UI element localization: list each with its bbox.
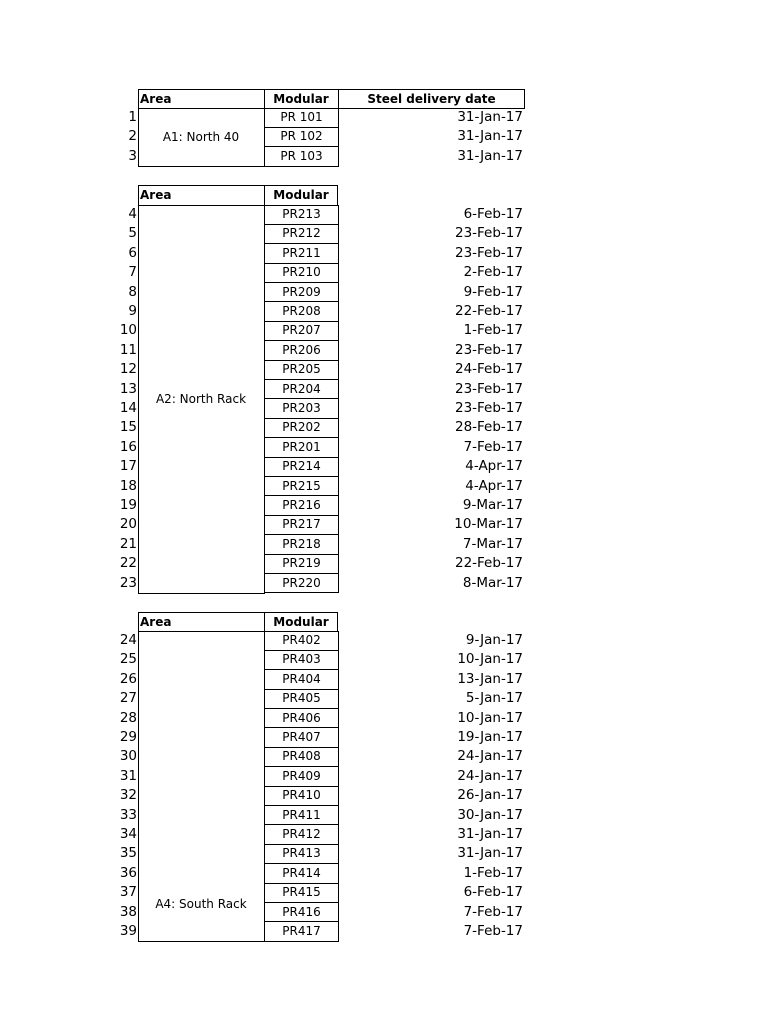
steel-delivery-date-cell: 7-Feb-17 xyxy=(463,903,523,920)
modular-cell: PR402 xyxy=(264,631,339,651)
row-number: 34 xyxy=(119,826,137,842)
row-number: 12 xyxy=(119,361,137,378)
row-number: 26 xyxy=(119,670,137,687)
modular-cell: PR409 xyxy=(264,767,339,787)
steel-delivery-date-cell: 6-Feb-17 xyxy=(463,206,523,222)
row-number: 11 xyxy=(119,341,137,358)
steel-delivery-date-cell: 23-Feb-17 xyxy=(454,244,523,261)
row-number: 16 xyxy=(119,438,137,455)
row-number: 2 xyxy=(128,128,137,145)
row-number: 38 xyxy=(119,903,137,920)
row-number: 5 xyxy=(128,225,137,242)
steel-delivery-date-cell: 23-Feb-17 xyxy=(454,341,523,358)
steel-delivery-date-cell: 7-Feb-17 xyxy=(463,923,523,939)
row-number: 37 xyxy=(119,884,137,901)
modular-cell: PR413 xyxy=(264,844,339,864)
steel-delivery-date-cell: 19-Jan-17 xyxy=(457,729,523,745)
steel-delivery-date-cell: 7-Mar-17 xyxy=(462,535,523,552)
modular-cell: PR414 xyxy=(264,864,339,884)
steel-delivery-date-cell: 9-Feb-17 xyxy=(463,283,523,300)
steel-delivery-date-cell: 24-Jan-17 xyxy=(457,748,523,765)
row-number: 10 xyxy=(119,322,137,339)
steel-delivery-date-cell: 6-Feb-17 xyxy=(463,884,523,901)
row-number: 14 xyxy=(119,400,137,416)
steel-delivery-date-cell: 2-Feb-17 xyxy=(463,264,523,281)
row-number: 25 xyxy=(119,651,137,668)
steel-delivery-date-cell: 22-Feb-17 xyxy=(454,303,523,319)
modular-cell: PR203 xyxy=(264,399,339,419)
row-number: 28 xyxy=(119,709,137,726)
steel-delivery-date-cell: 31-Jan-17 xyxy=(457,147,523,164)
row-number: 3 xyxy=(128,147,137,164)
modular-header: Modular xyxy=(273,92,329,106)
modular-cell: PR213 xyxy=(264,205,339,225)
modular-cell: PR206 xyxy=(264,341,339,361)
steel-delivery-date-cell: 23-Feb-17 xyxy=(454,400,523,416)
modular-cell: PR406 xyxy=(264,709,339,729)
steel-delivery-date-cell: 10-Jan-17 xyxy=(457,709,523,726)
modular-cell: PR 103 xyxy=(264,147,339,167)
modular-cell: PR216 xyxy=(264,496,339,516)
modular-cell: PR215 xyxy=(264,477,339,497)
area-header: Area xyxy=(140,188,172,202)
area-label: A2: North Rack xyxy=(155,392,247,406)
steel-delivery-date-cell: 4-Apr-17 xyxy=(465,458,523,475)
steel-delivery-date-cell: 10-Mar-17 xyxy=(454,516,523,533)
row-number: 32 xyxy=(119,787,137,804)
modular-cell: PR219 xyxy=(264,554,339,574)
modular-cell: PR417 xyxy=(264,922,339,942)
modular-cell: PR210 xyxy=(264,263,339,283)
modular-cell: PR410 xyxy=(264,786,339,806)
row-number: 35 xyxy=(119,845,137,862)
steel-delivery-date-cell: 23-Feb-17 xyxy=(454,380,523,397)
row-number: 6 xyxy=(128,244,137,261)
row-number: 21 xyxy=(119,535,137,552)
row-number: 23 xyxy=(119,574,137,591)
row-number: 13 xyxy=(119,380,137,397)
modular-cell: PR405 xyxy=(264,689,339,709)
modular-cell: PR411 xyxy=(264,806,339,826)
row-number: 20 xyxy=(119,516,137,533)
row-number: 19 xyxy=(119,497,137,513)
modular-cell: PR201 xyxy=(264,438,339,458)
steel-delivery-date-cell: 1-Feb-17 xyxy=(463,322,523,339)
row-number: 8 xyxy=(128,283,137,300)
modular-cell: PR208 xyxy=(264,302,339,322)
row-number: 4 xyxy=(128,206,137,222)
modular-header: Modular xyxy=(273,188,329,202)
area-header: Area xyxy=(140,615,172,629)
modular-cell: PR408 xyxy=(264,747,339,767)
row-number: 36 xyxy=(119,864,137,881)
steel-delivery-date-cell: 13-Jan-17 xyxy=(457,670,523,687)
row-number: 1 xyxy=(128,109,137,125)
steel-delivery-date-cell: 31-Jan-17 xyxy=(457,845,523,862)
steel-delivery-date-cell: 26-Jan-17 xyxy=(457,787,523,804)
row-number: 31 xyxy=(119,767,137,784)
area-label: A1: North 40 xyxy=(162,130,240,145)
modular-cell: PR404 xyxy=(264,670,339,690)
steel-delivery-date-cell: 24-Feb-17 xyxy=(454,361,523,378)
modular-cell: PR209 xyxy=(264,283,339,303)
modular-cell: PR 101 xyxy=(264,108,339,128)
modular-cell: PR407 xyxy=(264,728,339,748)
modular-cell: PR207 xyxy=(264,321,339,341)
steel-delivery-date-cell: 10-Jan-17 xyxy=(457,651,523,668)
steel-delivery-date-cell: 7-Feb-17 xyxy=(463,438,523,455)
steel-delivery-date-cell: 30-Jan-17 xyxy=(457,806,523,823)
row-number: 7 xyxy=(128,264,137,281)
steel-delivery-date-cell: 1-Feb-17 xyxy=(463,864,523,881)
steel-delivery-date-cell: 31-Jan-17 xyxy=(457,109,523,125)
modular-cell: PR214 xyxy=(264,457,339,477)
row-number: 24 xyxy=(119,632,137,648)
row-number: 22 xyxy=(119,555,137,572)
row-number: 29 xyxy=(119,729,137,745)
modular-cell: PR416 xyxy=(264,903,339,923)
modular-cell: PR204 xyxy=(264,380,339,400)
steel-delivery-date-cell: 4-Apr-17 xyxy=(465,477,523,494)
row-number: 33 xyxy=(119,806,137,823)
modular-cell: PR403 xyxy=(264,650,339,670)
row-number: 9 xyxy=(128,303,137,319)
modular-header: Modular xyxy=(273,615,329,629)
modular-cell: PR220 xyxy=(264,574,339,594)
row-number: 17 xyxy=(119,458,137,475)
modular-cell: PR415 xyxy=(264,883,339,903)
steel-delivery-date-cell: 24-Jan-17 xyxy=(457,767,523,784)
steel-delivery-date-cell: 22-Feb-17 xyxy=(454,555,523,572)
row-number: 39 xyxy=(119,923,137,939)
steel-delivery-date-header: Steel delivery date xyxy=(367,92,496,106)
row-number: 15 xyxy=(119,419,137,436)
row-number: 18 xyxy=(119,477,137,494)
area-label: A4: South Rack xyxy=(155,897,247,912)
modular-cell: PR412 xyxy=(264,825,339,845)
modular-cell: PR211 xyxy=(264,244,339,264)
steel-delivery-date-cell: 28-Feb-17 xyxy=(454,419,523,436)
area-header: Area xyxy=(140,92,172,106)
modular-cell: PR217 xyxy=(264,515,339,535)
steel-delivery-date-cell: 31-Jan-17 xyxy=(457,826,523,842)
modular-cell: PR 102 xyxy=(264,127,339,147)
modular-cell: PR218 xyxy=(264,535,339,555)
modular-cell: PR212 xyxy=(264,224,339,244)
modular-cell: PR205 xyxy=(264,360,339,380)
row-number: 30 xyxy=(119,748,137,765)
steel-delivery-date-cell: 5-Jan-17 xyxy=(465,690,523,707)
modular-cell: PR202 xyxy=(264,418,339,438)
steel-delivery-date-cell: 23-Feb-17 xyxy=(454,225,523,242)
steel-delivery-date-cell: 9-Mar-17 xyxy=(462,497,523,513)
steel-delivery-date-cell: 9-Jan-17 xyxy=(465,632,523,648)
steel-delivery-date-cell: 8-Mar-17 xyxy=(462,574,523,591)
row-number: 27 xyxy=(119,690,137,707)
steel-delivery-date-cell: 31-Jan-17 xyxy=(457,128,523,145)
